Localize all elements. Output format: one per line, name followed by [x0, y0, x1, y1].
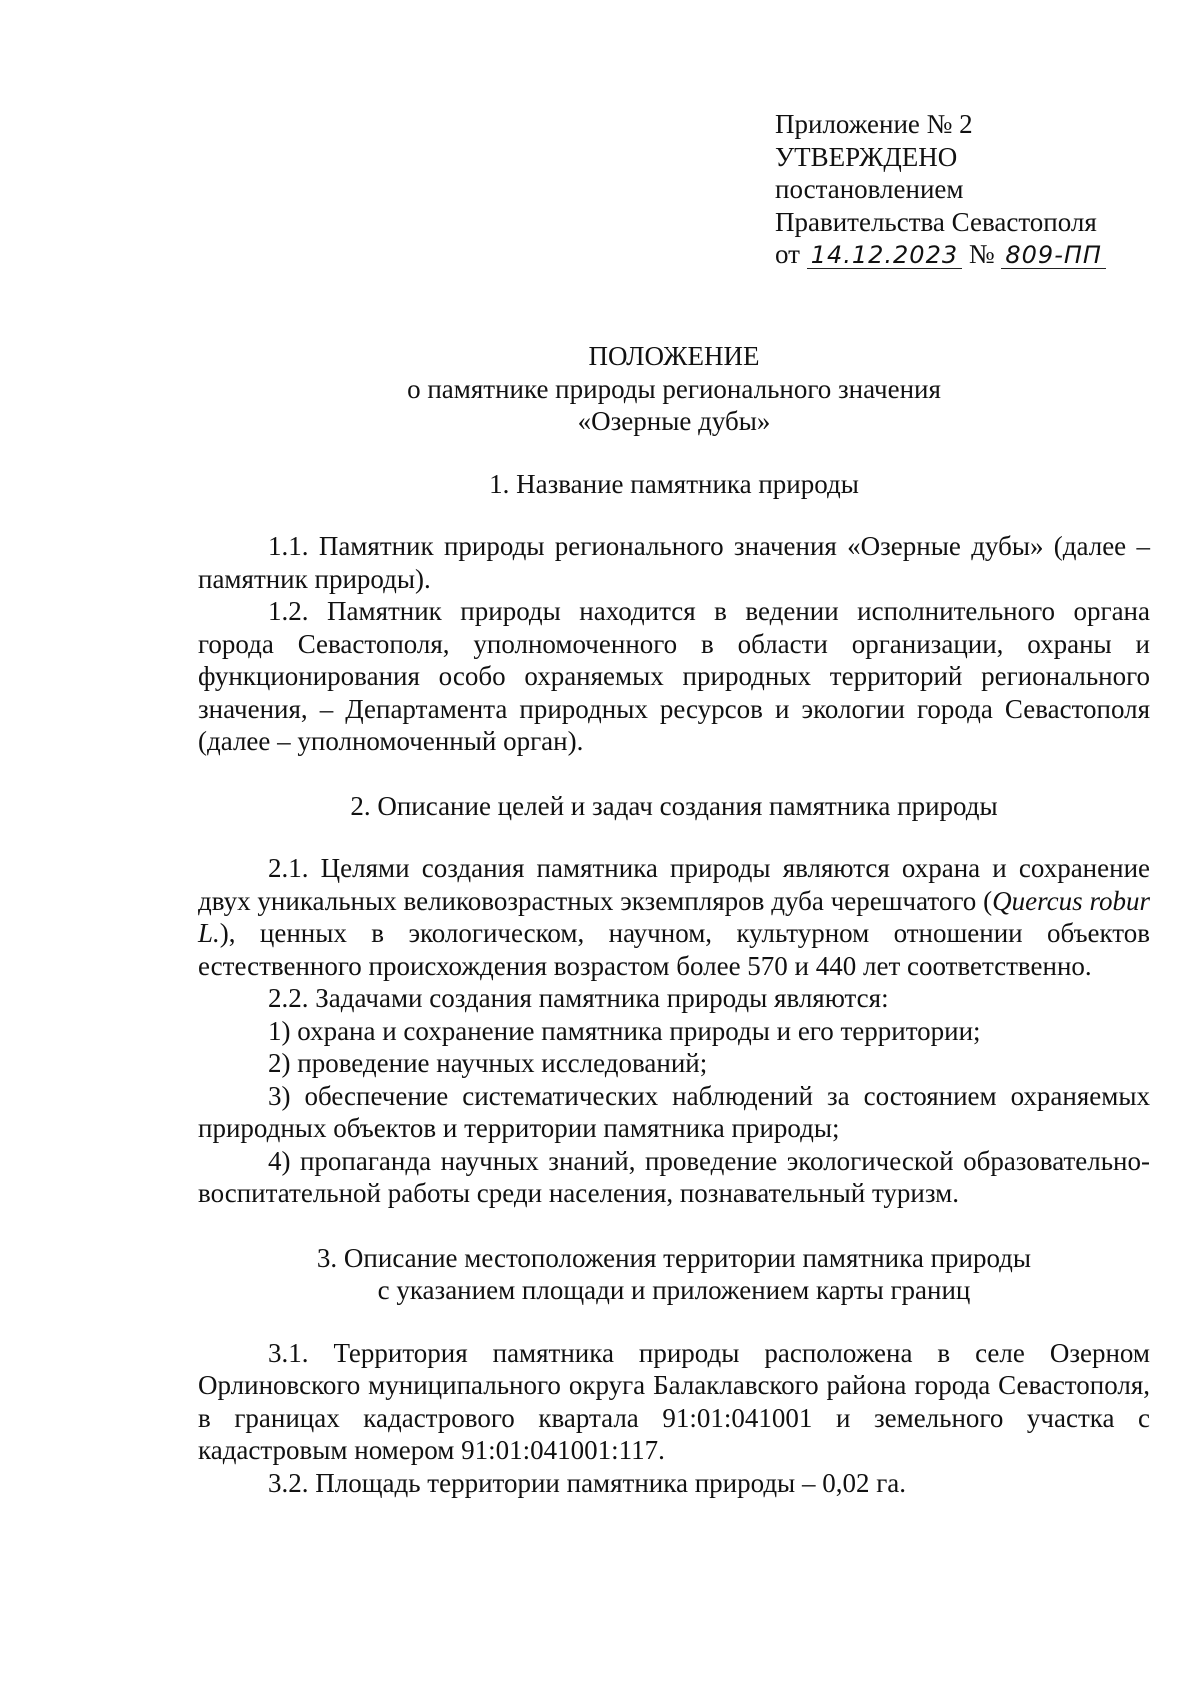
title-subtitle: о памятнике природы регионального значения — [407, 373, 941, 404]
task-item-4: 4) пропаганда научных знаний, проведение экологической образовательно-воспитательной работы среди населения, познавательный туризм. — [198, 1145, 1150, 1208]
appendix-number: Приложение № 2 — [775, 109, 973, 139]
document-title — [198, 340, 1150, 438]
latin-species-name: Quercus robur L. — [198, 885, 1150, 948]
section-2-heading: 2. Описание целей и задач создания памятника природы — [350, 790, 998, 821]
handwritten-number: 809-ПП — [1001, 242, 1106, 269]
paragraph-2-1-text-b: ), ценных в экологическом, научном, культурном отношении объектов естественного происхождения возрастом более 570 и 440 лет соответственно. — [198, 918, 1150, 981]
section-1-heading: 1. Название памятника природы — [489, 468, 859, 499]
spacer — [198, 758, 1150, 790]
paragraph-2-1-text-a: 2.1. Целями создания памятника природы являются охрана и сохранение двух уникальных великовозрастных экземпляров дуба черешчатого ( — [198, 853, 1150, 916]
title-main: ПОЛОЖЕНИЕ — [588, 341, 760, 371]
paragraph-2-1 — [198, 852, 1150, 982]
decree-label: постановлением — [775, 174, 964, 204]
task-item-1: 1) охрана и сохранение памятника природы и его территории; — [268, 1015, 981, 1046]
approval-block — [775, 108, 1106, 271]
section-3-heading-line2: с указанием площади и приложением карты границ — [377, 1275, 971, 1305]
paragraph-2-2: 2.2. Задачами создания памятника природы являются: — [268, 983, 889, 1013]
paragraph-3-2: 3.2. Площадь территории памятника природы – 0,02 га. — [268, 1467, 907, 1498]
section-3-heading-line1: 3. Описание местоположения территории памятника природы — [316, 1242, 1032, 1273]
paragraph-3-1: 3.1. Территория памятника природы расположена в селе Озерном Орлиновского муниципального округа Балаклавского района города Севастополя, в границах кадастрового квартала 91:01:041001 и земельного участка с кадастровым номером 91:01:041001:117. — [198, 1337, 1150, 1465]
approved-stamp-text: УТВЕРЖДЕНО — [775, 141, 958, 172]
document-body — [198, 340, 1150, 1499]
decree-date-number-line — [775, 238, 1106, 271]
task-item-3: 3) обеспечение систематических наблюдений за состоянием охраняемых природных объектов и территории памятника природы; — [198, 1080, 1150, 1143]
task-item-2: 2) проведение научных исследований; — [268, 1048, 708, 1078]
spacer — [198, 1210, 1150, 1242]
paragraph-1-1: 1.1. Памятник природы регионального значения «Озерные дубы» (далее – памятник природы). — [198, 531, 1150, 594]
date-prefix: от — [775, 239, 800, 269]
handwritten-date: 14.12.2023 — [807, 242, 962, 269]
title-name: «Озерные дубы» — [577, 406, 771, 436]
paragraph-1-2: 1.2. Памятник природы находится в ведении исполнительного органа города Севастополя, уполномоченного в области организации, охраны и функционирования особо охраняемых природных территорий регионального значения, – Департамента природных ресурсов и экологии города Севастополя (далее – уполномоченный орган). — [198, 596, 1150, 756]
government-label: Правительства Севастополя — [775, 206, 1097, 237]
number-prefix: № — [968, 239, 995, 269]
